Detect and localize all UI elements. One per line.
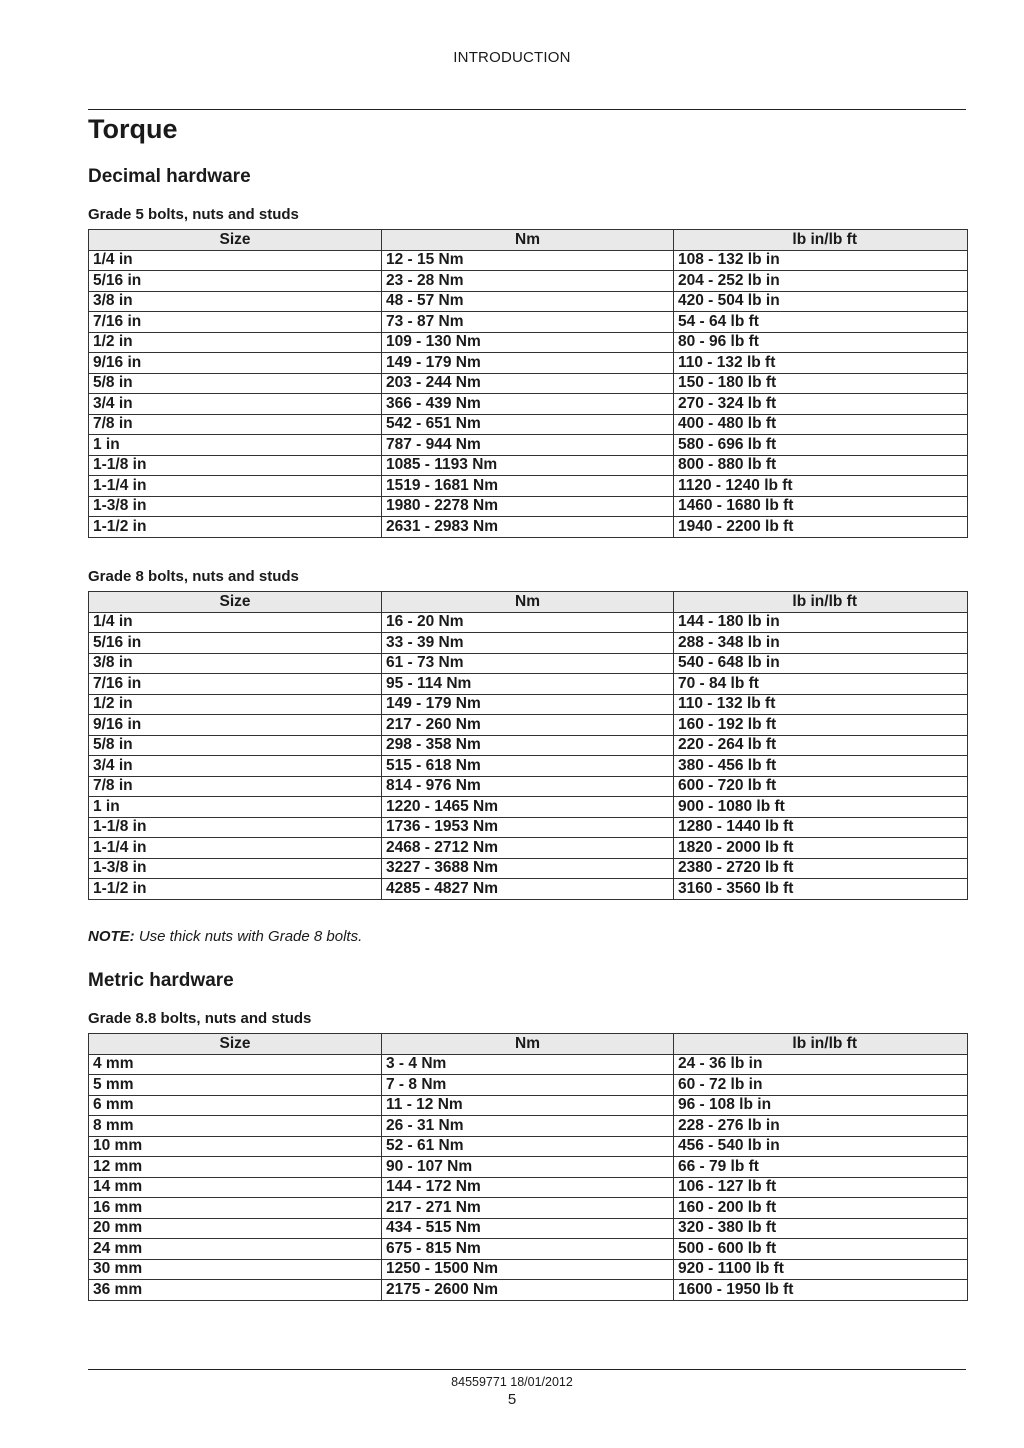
cell-nm: 217 - 271 Nm <box>382 1198 674 1219</box>
grade8-table <box>88 591 968 900</box>
column-header-lb: lb in/lb ft <box>674 230 968 251</box>
cell-lb: 1820 - 2000 lb ft <box>674 838 968 859</box>
table-row <box>89 496 968 517</box>
cell-size: 1/2 in <box>89 332 382 353</box>
cell-lb: 60 - 72 lb in <box>674 1075 968 1096</box>
cell-lb: 144 - 180 lb in <box>674 612 968 633</box>
cell-nm: 675 - 815 Nm <box>382 1239 674 1260</box>
cell-size: 5/8 in <box>89 373 382 394</box>
table-row <box>89 1218 968 1239</box>
cell-size: 5/16 in <box>89 633 382 654</box>
table-row <box>89 517 968 538</box>
cell-nm: 61 - 73 Nm <box>382 653 674 674</box>
cell-lb: 420 - 504 lb in <box>674 291 968 312</box>
table-row <box>89 1136 968 1157</box>
table-row <box>89 373 968 394</box>
cell-lb: 1120 - 1240 lb ft <box>674 476 968 497</box>
cell-lb: 150 - 180 lb ft <box>674 373 968 394</box>
cell-lb: 24 - 36 lb in <box>674 1054 968 1075</box>
cell-nm: 149 - 179 Nm <box>382 353 674 374</box>
cell-nm: 144 - 172 Nm <box>382 1177 674 1198</box>
note <box>88 928 362 945</box>
grade8-caption: Grade 8 bolts, nuts and studs <box>88 568 299 585</box>
cell-size: 30 mm <box>89 1259 382 1280</box>
cell-size: 6 mm <box>89 1095 382 1116</box>
table-row <box>89 312 968 333</box>
cell-size: 12 mm <box>89 1157 382 1178</box>
cell-nm: 90 - 107 Nm <box>382 1157 674 1178</box>
header-rule <box>88 109 966 110</box>
cell-size: 14 mm <box>89 1177 382 1198</box>
table-row <box>89 1095 968 1116</box>
cell-lb: 1280 - 1440 lb ft <box>674 817 968 838</box>
table-row <box>89 1280 968 1301</box>
cell-size: 1 in <box>89 797 382 818</box>
note-label: NOTE: <box>88 928 135 945</box>
cell-size: 3/4 in <box>89 756 382 777</box>
cell-lb: 270 - 324 lb ft <box>674 394 968 415</box>
cell-nm: 4285 - 4827 Nm <box>382 879 674 900</box>
table-row <box>89 332 968 353</box>
cell-size: 5 mm <box>89 1075 382 1096</box>
cell-nm: 1519 - 1681 Nm <box>382 476 674 497</box>
table-header-row <box>89 592 968 613</box>
cell-size: 3/4 in <box>89 394 382 415</box>
grade88-caption: Grade 8.8 bolts, nuts and studs <box>88 1010 312 1027</box>
note-text: Use thick nuts with Grade 8 bolts. <box>134 928 363 945</box>
cell-size: 1/4 in <box>89 250 382 271</box>
cell-nm: 1250 - 1500 Nm <box>382 1259 674 1280</box>
cell-nm: 3227 - 3688 Nm <box>382 858 674 879</box>
table-row <box>89 1177 968 1198</box>
cell-lb: 900 - 1080 lb ft <box>674 797 968 818</box>
cell-nm: 787 - 944 Nm <box>382 435 674 456</box>
table-row <box>89 776 968 797</box>
cell-size: 1/4 in <box>89 612 382 633</box>
table-row <box>89 291 968 312</box>
cell-lb: 108 - 132 lb in <box>674 250 968 271</box>
table-row <box>89 1198 968 1219</box>
table-row <box>89 858 968 879</box>
cell-size: 1-3/8 in <box>89 496 382 517</box>
footer-doc-id: 84559771 18/01/2012 <box>451 1375 573 1389</box>
column-header-lb: lb in/lb ft <box>674 1034 968 1055</box>
table-header-row <box>89 1034 968 1055</box>
cell-lb: 220 - 264 lb ft <box>674 735 968 756</box>
cell-size: 1 in <box>89 435 382 456</box>
cell-lb: 288 - 348 lb in <box>674 633 968 654</box>
grade5-caption: Grade 5 bolts, nuts and studs <box>88 206 299 223</box>
cell-size: 1-1/8 in <box>89 817 382 838</box>
cell-nm: 542 - 651 Nm <box>382 414 674 435</box>
cell-nm: 203 - 244 Nm <box>382 373 674 394</box>
cell-lb: 320 - 380 lb ft <box>674 1218 968 1239</box>
cell-nm: 1736 - 1953 Nm <box>382 817 674 838</box>
cell-lb: 160 - 200 lb ft <box>674 1198 968 1219</box>
cell-nm: 515 - 618 Nm <box>382 756 674 777</box>
cell-lb: 110 - 132 lb ft <box>674 694 968 715</box>
table-row <box>89 797 968 818</box>
grade5-table <box>88 229 968 538</box>
cell-nm: 3 - 4 Nm <box>382 1054 674 1075</box>
cell-nm: 298 - 358 Nm <box>382 735 674 756</box>
cell-lb: 2380 - 2720 lb ft <box>674 858 968 879</box>
cell-size: 7/16 in <box>89 312 382 333</box>
table-row <box>89 653 968 674</box>
cell-lb: 380 - 456 lb ft <box>674 756 968 777</box>
cell-lb: 110 - 132 lb ft <box>674 353 968 374</box>
table-row <box>89 1259 968 1280</box>
cell-nm: 48 - 57 Nm <box>382 291 674 312</box>
table-row <box>89 838 968 859</box>
cell-lb: 96 - 108 lb in <box>674 1095 968 1116</box>
cell-lb: 204 - 252 lb in <box>674 271 968 292</box>
table-row <box>89 414 968 435</box>
cell-size: 1-1/2 in <box>89 517 382 538</box>
table-row <box>89 455 968 476</box>
cell-size: 3/8 in <box>89 291 382 312</box>
page-title: Torque <box>88 114 178 144</box>
cell-lb: 66 - 79 lb ft <box>674 1157 968 1178</box>
cell-nm: 16 - 20 Nm <box>382 612 674 633</box>
cell-nm: 1980 - 2278 Nm <box>382 496 674 517</box>
cell-size: 1-1/8 in <box>89 455 382 476</box>
cell-lb: 600 - 720 lb ft <box>674 776 968 797</box>
table-row <box>89 633 968 654</box>
cell-size: 7/8 in <box>89 776 382 797</box>
cell-lb: 80 - 96 lb ft <box>674 332 968 353</box>
cell-nm: 1085 - 1193 Nm <box>382 455 674 476</box>
column-header-nm: Nm <box>382 230 674 251</box>
footer-rule <box>88 1369 966 1370</box>
cell-nm: 109 - 130 Nm <box>382 332 674 353</box>
table-row <box>89 694 968 715</box>
table-row <box>89 612 968 633</box>
cell-size: 9/16 in <box>89 353 382 374</box>
page-number: 5 <box>507 1391 517 1408</box>
table-row <box>89 435 968 456</box>
cell-lb: 1460 - 1680 lb ft <box>674 496 968 517</box>
cell-nm: 95 - 114 Nm <box>382 674 674 695</box>
cell-lb: 540 - 648 lb in <box>674 653 968 674</box>
cell-nm: 2631 - 2983 Nm <box>382 517 674 538</box>
cell-lb: 456 - 540 lb in <box>674 1136 968 1157</box>
column-header-size: Size <box>89 1034 382 1055</box>
cell-size: 4 mm <box>89 1054 382 1075</box>
table-row <box>89 394 968 415</box>
table-row <box>89 817 968 838</box>
metric-hardware-heading: Metric hardware <box>88 970 234 991</box>
cell-nm: 2468 - 2712 Nm <box>382 838 674 859</box>
cell-lb: 70 - 84 lb ft <box>674 674 968 695</box>
table-row <box>89 353 968 374</box>
cell-size: 9/16 in <box>89 715 382 736</box>
cell-size: 7/16 in <box>89 674 382 695</box>
cell-lb: 106 - 127 lb ft <box>674 1177 968 1198</box>
cell-lb: 160 - 192 lb ft <box>674 715 968 736</box>
cell-lb: 920 - 1100 lb ft <box>674 1259 968 1280</box>
cell-size: 36 mm <box>89 1280 382 1301</box>
column-header-nm: Nm <box>382 592 674 613</box>
cell-nm: 33 - 39 Nm <box>382 633 674 654</box>
table-row <box>89 250 968 271</box>
cell-nm: 217 - 260 Nm <box>382 715 674 736</box>
table-row <box>89 271 968 292</box>
cell-lb: 500 - 600 lb ft <box>674 1239 968 1260</box>
table-row <box>89 1116 968 1137</box>
cell-nm: 7 - 8 Nm <box>382 1075 674 1096</box>
grade88-table <box>88 1033 968 1301</box>
cell-nm: 434 - 515 Nm <box>382 1218 674 1239</box>
cell-size: 8 mm <box>89 1116 382 1137</box>
running-header: INTRODUCTION <box>453 49 571 66</box>
cell-lb: 228 - 276 lb in <box>674 1116 968 1137</box>
cell-nm: 2175 - 2600 Nm <box>382 1280 674 1301</box>
cell-size: 1-1/4 in <box>89 838 382 859</box>
cell-size: 1-1/2 in <box>89 879 382 900</box>
cell-size: 7/8 in <box>89 414 382 435</box>
cell-lb: 580 - 696 lb ft <box>674 435 968 456</box>
cell-size: 16 mm <box>89 1198 382 1219</box>
cell-size: 1-1/4 in <box>89 476 382 497</box>
cell-size: 5/16 in <box>89 271 382 292</box>
table-header-row <box>89 230 968 251</box>
cell-size: 1/2 in <box>89 694 382 715</box>
table-row <box>89 1054 968 1075</box>
cell-nm: 149 - 179 Nm <box>382 694 674 715</box>
column-header-nm: Nm <box>382 1034 674 1055</box>
column-header-size: Size <box>89 230 382 251</box>
table-row <box>89 1239 968 1260</box>
table-row <box>89 1157 968 1178</box>
table-row <box>89 879 968 900</box>
cell-size: 5/8 in <box>89 735 382 756</box>
table-row <box>89 735 968 756</box>
cell-nm: 11 - 12 Nm <box>382 1095 674 1116</box>
cell-nm: 12 - 15 Nm <box>382 250 674 271</box>
cell-nm: 52 - 61 Nm <box>382 1136 674 1157</box>
table-row <box>89 476 968 497</box>
cell-lb: 1600 - 1950 lb ft <box>674 1280 968 1301</box>
cell-size: 20 mm <box>89 1218 382 1239</box>
cell-size: 3/8 in <box>89 653 382 674</box>
cell-nm: 23 - 28 Nm <box>382 271 674 292</box>
cell-size: 10 mm <box>89 1136 382 1157</box>
table-row <box>89 674 968 695</box>
cell-lb: 54 - 64 lb ft <box>674 312 968 333</box>
table-row <box>89 1075 968 1096</box>
cell-lb: 1940 - 2200 lb ft <box>674 517 968 538</box>
table-row <box>89 715 968 736</box>
cell-nm: 814 - 976 Nm <box>382 776 674 797</box>
cell-nm: 73 - 87 Nm <box>382 312 674 333</box>
cell-nm: 1220 - 1465 Nm <box>382 797 674 818</box>
cell-size: 24 mm <box>89 1239 382 1260</box>
cell-size: 1-3/8 in <box>89 858 382 879</box>
cell-nm: 366 - 439 Nm <box>382 394 674 415</box>
cell-lb: 400 - 480 lb ft <box>674 414 968 435</box>
table-row <box>89 756 968 777</box>
cell-lb: 3160 - 3560 lb ft <box>674 879 968 900</box>
column-header-size: Size <box>89 592 382 613</box>
column-header-lb: lb in/lb ft <box>674 592 968 613</box>
decimal-hardware-heading: Decimal hardware <box>88 166 251 187</box>
cell-nm: 26 - 31 Nm <box>382 1116 674 1137</box>
cell-lb: 800 - 880 lb ft <box>674 455 968 476</box>
